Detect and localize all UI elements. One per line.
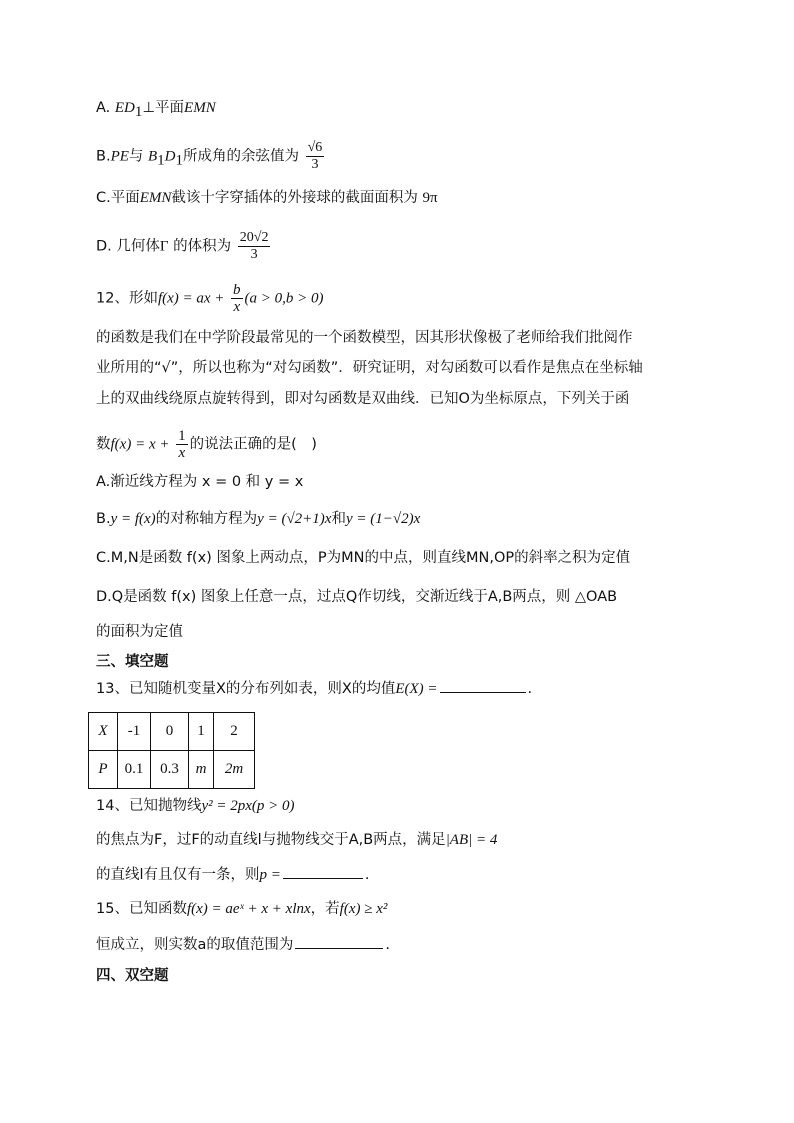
q12-option-a: A.渐近线方程为 x = 0 和 y = x (96, 474, 304, 490)
table-cell: 0.3 (151, 751, 189, 789)
math-value: 9π (422, 190, 438, 206)
option-text: 截该十字穿插体的外接球的截面面积为 (171, 190, 423, 206)
question-number: 12、形如 (96, 290, 158, 307)
fraction-denominator: x (233, 299, 241, 315)
option-text: 的对称轴方程为 (155, 511, 258, 527)
text: . (527, 681, 533, 697)
q12-option-d-cont: 的面积为定值 (96, 624, 183, 640)
fraction-denominator: 3 (311, 157, 319, 172)
table-cell: X (89, 713, 118, 751)
math-formula: f(x) = x + (110, 436, 170, 453)
math-emn: EMN (139, 190, 172, 206)
subscript: 1 (175, 152, 184, 169)
fraction-denominator: x (178, 445, 186, 461)
text: . (385, 937, 390, 953)
text: . (364, 867, 370, 883)
q12-option-d: D.Q是函数 f(x) 图象上任意一点，过点Q作切线，交渐近线于A,B两点，则 △OAB (96, 589, 618, 605)
option-label: B. (96, 148, 111, 165)
answer-blank (283, 864, 363, 879)
q12-paragraph: 上的双曲线绕原点旋转得到，即对勾函数是双曲线．已知O为坐标原点，下列关于函 (96, 391, 630, 407)
math-formula: y = f(x) (110, 511, 156, 527)
option-text: 所成角的余弦值为 (183, 148, 300, 165)
q11-option-c (96, 188, 438, 208)
fraction (231, 282, 243, 315)
math-d: D (164, 148, 176, 165)
q12-paragraph (96, 428, 317, 461)
math-formula: p = (259, 867, 281, 883)
q14-stem (96, 796, 295, 816)
text: 的焦点为F，过F的动直线l与抛物线交于A,B两点，满足 (96, 832, 446, 848)
text: 13、已知随机变量X的分布列如表，则X的均值 (96, 681, 396, 697)
table-cell: P (89, 751, 118, 789)
option-text: 与 (128, 148, 148, 165)
math-condition: (a > 0,b > 0) (244, 290, 324, 307)
math-ed: ED (114, 100, 135, 116)
q11-option-d (96, 230, 272, 263)
q12-option-b (96, 509, 420, 529)
table-row (89, 751, 255, 789)
q11-option-b (96, 140, 326, 173)
fraction (238, 230, 271, 263)
section-heading: 四、双空题 (96, 968, 169, 984)
table-cell: 2 (214, 713, 255, 751)
text: 恒成立，则实数a的取值范围为 (96, 937, 294, 953)
text: 的说法正确的是( ) (189, 436, 317, 453)
table-cell: -1 (118, 713, 151, 751)
option-label: B. (96, 511, 111, 527)
math-emn: EMN (184, 100, 216, 116)
text: ，若 (310, 901, 340, 917)
table-cell: 0.1 (118, 751, 151, 789)
q12-option-c: C.M,N是函数 f(x) 图象上两动点，P为MN的中点，则直线MN,OP的斜率之积为定值 (96, 550, 631, 566)
fraction-numerator: 1 (178, 428, 186, 444)
table-cell: m (189, 751, 214, 789)
option-label: D. 几何体 (96, 238, 160, 255)
q11-option-a (96, 98, 216, 122)
fraction (176, 428, 188, 461)
table-cell: 0 (151, 713, 189, 751)
math-formula: f(x) = aeˣ + x + xlnx (186, 901, 311, 917)
q12-stem (96, 282, 324, 315)
q14-stem (96, 864, 370, 885)
math-formula: E(X) = (395, 681, 438, 697)
fraction-numerator: √6 (307, 140, 323, 155)
q15-stem (96, 899, 387, 919)
math-formula: |AB| = 4 (445, 832, 498, 848)
section-heading: 三、填空题 (96, 654, 169, 670)
option-label: A. (96, 100, 115, 116)
math-gamma: Γ (159, 238, 169, 255)
fraction-denominator: 3 (250, 247, 258, 262)
math-formula: y = (√2+1)x (257, 511, 332, 527)
subscript: 1 (134, 103, 143, 120)
text: 15、已知函数 (96, 901, 187, 917)
math-formula: y² = 2px(p > 0) (201, 798, 295, 814)
math-formula: f(x) ≥ x² (339, 901, 388, 917)
option-label: C.平面 (96, 190, 140, 206)
q12-paragraph: 业所用的“√”，所以也称为“对勾函数”．研究证明，对勾函数可以看作是焦点在坐标轴 (96, 360, 643, 376)
math-pe: PE (110, 148, 129, 165)
option-text: ⊥平面 (142, 100, 185, 116)
option-text: 的体积为 (168, 238, 232, 255)
math-formula: y = (1−√2)x (345, 511, 421, 527)
text: 14、已知抛物线 (96, 798, 202, 814)
fraction-numerator: 20√2 (239, 230, 269, 245)
distribution-table (88, 712, 255, 789)
text: 和 (331, 511, 346, 527)
q13-stem (96, 678, 532, 699)
subscript: 1 (157, 152, 165, 169)
answer-blank (440, 678, 526, 693)
answer-blank (295, 934, 383, 949)
table-cell: 1 (189, 713, 214, 751)
q15-stem (96, 934, 390, 955)
q12-paragraph: 的函数是我们在中学阶段最常见的一个函数模型，因其形状像极了老师给我们批阅作 (96, 330, 633, 346)
math-formula: f(x) = ax + (157, 290, 225, 307)
table-row (89, 713, 255, 751)
text: 数 (96, 436, 111, 453)
fraction (306, 140, 325, 173)
fraction-numerator: b (233, 282, 241, 298)
text: 的直线l有且仅有一条，则 (96, 867, 260, 883)
table-cell: 2m (214, 751, 255, 789)
math-b: B (148, 148, 158, 165)
q14-stem (96, 830, 497, 850)
